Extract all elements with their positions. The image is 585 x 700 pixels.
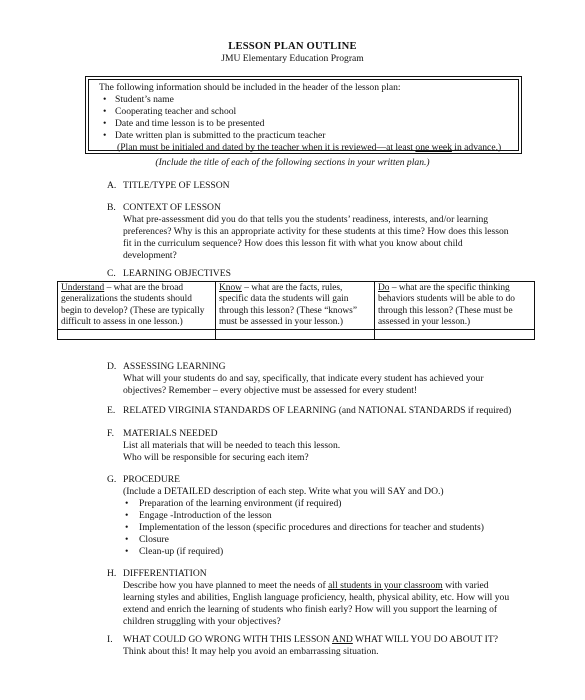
section-letter: F.	[107, 428, 114, 439]
note-text: (Plan must be initialed and dated by the teacher when it is reviewed—at least	[117, 141, 416, 153]
list-item: • Closure	[139, 534, 537, 546]
table-row	[58, 282, 535, 330]
note-text-end: in advance.)	[451, 141, 502, 153]
section-heading: DIFFERENTIATION	[123, 568, 207, 579]
section-body	[107, 440, 537, 464]
list-item: • Date written plan is submitted to the practicum teacher	[115, 130, 512, 142]
cell-text: – what are the broad generalizations the students should begin to develop? (These are typically difficult to assess in one lesson.)	[61, 283, 205, 328]
section-a	[107, 180, 537, 192]
learning-objectives-table	[57, 281, 535, 340]
section-heading: CONTEXT OF LESSON	[123, 202, 221, 213]
line-text-end: with varied	[442, 579, 489, 591]
section-body	[107, 486, 537, 498]
heading-emphasis: AND	[332, 634, 353, 645]
section-letter: D.	[107, 361, 117, 372]
section-e	[107, 405, 537, 417]
section-letter: H.	[107, 568, 117, 579]
cell-text: – what are the facts, rules, specific data the students will gain through this lesson? (These “knows” must be assessed in your lesson.)	[219, 283, 357, 328]
page-subtitle: JMU Elementary Education Program	[221, 53, 364, 64]
section-heading: PROCEDURE	[123, 474, 181, 485]
empty-cell	[216, 329, 375, 339]
section-heading	[123, 634, 498, 646]
list-item: • Date and time lesson is to be presented	[115, 118, 512, 130]
section-body	[107, 580, 537, 628]
line-emphasis: all students in your classroom	[328, 579, 443, 591]
section-heading: ASSESSING LEARNING	[123, 361, 226, 372]
empty-cell	[375, 329, 535, 339]
table-row	[58, 329, 535, 339]
do-cell	[375, 282, 535, 330]
section-b	[107, 202, 537, 262]
section-letter: I.	[107, 634, 113, 645]
understand-cell	[58, 282, 216, 330]
cell-keyword: Understand	[61, 283, 105, 293]
section-body	[107, 214, 537, 262]
section-letter: G.	[107, 474, 117, 485]
procedure-bullet-list	[107, 498, 537, 558]
body-line: objectives? Remember – every objective must be assessed for every student!	[123, 384, 418, 396]
know-cell	[216, 282, 375, 330]
body-line: children struggling with your objectives?	[123, 615, 281, 627]
body-line: preferences? Why is this an appropriate activity for these students at this time? How does this lesson	[123, 225, 509, 237]
section-g	[107, 474, 537, 558]
section-instruction: (Include the title of each of the following sections in your written plan.)	[155, 157, 430, 168]
cell-keyword: Do	[378, 283, 390, 293]
cell-keyword: Know	[219, 283, 242, 293]
list-item: • Student’s name	[115, 94, 512, 106]
header-note	[99, 142, 512, 154]
body-line: Who will be responsible for securing each item?	[123, 451, 309, 463]
section-letter: B.	[107, 202, 116, 213]
list-item: • Implementation of the lesson (specific procedures and directions for teacher and students)	[139, 522, 537, 534]
section-heading: TITLE/TYPE OF LESSON	[123, 180, 230, 191]
body-line	[123, 580, 537, 592]
section-heading: RELATED VIRGINIA STANDARDS OF LEARNING (and NATIONAL STANDARDS if required)	[123, 405, 512, 416]
list-item: • Preparation of the learning environment (if required)	[139, 498, 537, 510]
body-line: development?	[123, 249, 177, 261]
header-bullet-list	[99, 94, 512, 142]
page-title: LESSON PLAN OUTLINE	[228, 41, 357, 52]
list-item: • Cooperating teacher and school	[115, 106, 512, 118]
body-line: What pre-assessment did you do that tells you the students’ readiness, interests, and/or learning	[123, 213, 489, 225]
body-line: extend and enrich the learning of students who finish early? How will you support the learning of	[123, 603, 498, 615]
section-letter: A.	[107, 180, 117, 191]
section-heading: LEARNING OBJECTIVES	[123, 268, 231, 279]
section-h	[107, 568, 537, 628]
section-f	[107, 428, 537, 464]
section-letter: E.	[107, 405, 116, 416]
body-line: What will your students do and say, specifically, that indicate every student has achieved your	[123, 372, 484, 384]
body-line: List all materials that will be needed to teach this lesson.	[123, 439, 341, 451]
body-line: Think about this! It may help you avoid an embarrassing situation.	[123, 645, 379, 657]
line-text: Describe how you have planned to meet the needs of	[123, 579, 329, 591]
heading-text: WHAT COULD GO WRONG WITH THIS LESSON	[123, 634, 333, 645]
section-body	[107, 373, 537, 397]
note-emphasis: one week	[415, 141, 452, 153]
list-item: • Engage -Introduction of the lesson	[139, 510, 537, 522]
section-body	[107, 646, 537, 658]
section-d	[107, 361, 537, 397]
empty-cell	[58, 329, 216, 339]
body-line: learning styles and abilities, English language proficiency, health, physical ability, etc. How will you	[123, 591, 510, 603]
section-c	[107, 268, 537, 280]
heading-text-end: WHAT WILL YOU DO ABOUT IT?	[352, 634, 498, 645]
list-item: • Clean-up (if required)	[139, 546, 537, 558]
section-i	[107, 634, 537, 658]
header-requirements-box	[85, 76, 522, 154]
body-line: fit in the curriculum sequence? How does this lesson fit with what you know about child	[123, 237, 463, 249]
section-letter: C.	[107, 268, 116, 279]
section-heading: MATERIALS NEEDED	[123, 428, 218, 439]
header-intro: The following information should be included in the header of the lesson plan:	[99, 82, 401, 93]
body-line: (Include a DETAILED description of each step. Write what you will SAY and DO.)	[123, 485, 444, 497]
cell-text: – what are the specific thinking behaviors students will be able to do through this lesson? (These must be assessed in your lesson.)	[378, 283, 515, 328]
